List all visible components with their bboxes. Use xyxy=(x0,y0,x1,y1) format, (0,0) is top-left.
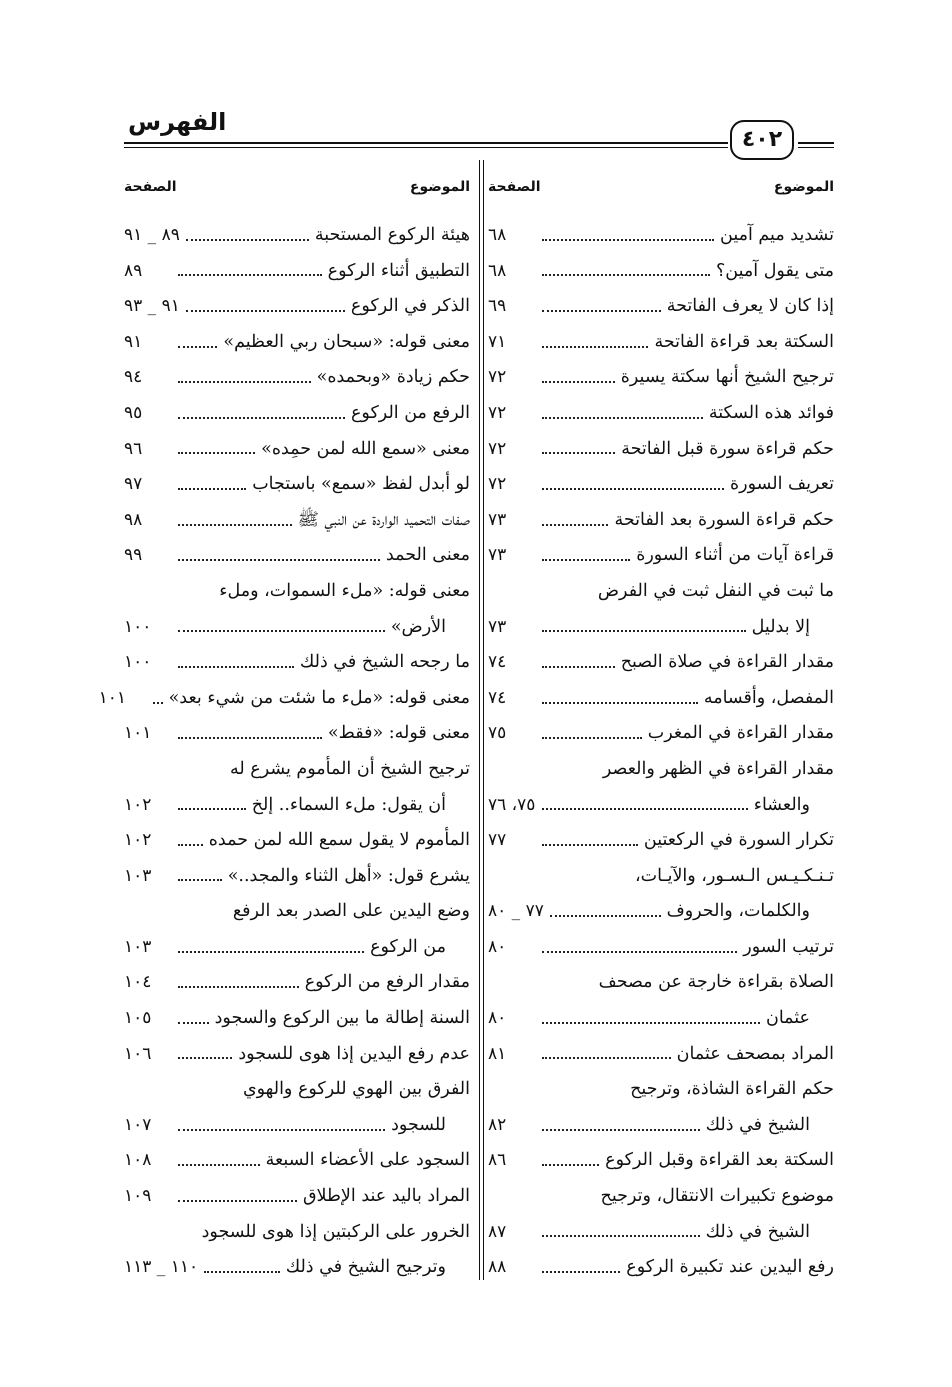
entry-page: ٧٤ xyxy=(488,652,507,673)
leader-dots xyxy=(178,737,322,739)
entry-page: ٨٦ xyxy=(488,1150,507,1171)
entry-page: ٨٠ xyxy=(488,1008,507,1029)
entry-subject: السكتة بعد القراءة وقبل الركوع xyxy=(605,1150,834,1171)
entry-subject: معنى قوله: «ملء السموات، وملء xyxy=(219,580,470,601)
index-entry xyxy=(488,894,834,930)
entry-subject: الرفع من الركوع xyxy=(350,402,470,423)
index-entry xyxy=(488,1037,834,1073)
leader-dots xyxy=(542,559,630,561)
index-entry xyxy=(124,289,470,325)
entry-page: ٩١ xyxy=(124,331,143,352)
entry-page: ٧١ xyxy=(488,331,507,352)
leader-dots xyxy=(178,274,322,276)
entry-subject: تشديد ميم آمين xyxy=(720,225,834,245)
entry-subject: صفات التحميد الواردة عن النبي ﷺ xyxy=(297,509,470,530)
entry-page: ١٠١ xyxy=(98,687,126,708)
entry-subject: السنة إطالة ما بين الركوع والسجود xyxy=(214,1008,470,1029)
leader-dots xyxy=(178,1164,260,1166)
entry-subject: وضع اليدين على الصدر بعد الرفع xyxy=(232,901,470,922)
entry-page: ١٠٠ xyxy=(124,652,152,673)
entry-page: ٦٨ xyxy=(488,225,507,245)
entry-subject: ترجيح الشيخ أنها سكتة يسيرة xyxy=(620,367,834,388)
entry-subject: والعشاء xyxy=(753,794,810,815)
leader-dots xyxy=(178,879,222,881)
index-entry xyxy=(124,538,470,574)
entry-page: ٧٢ xyxy=(488,402,507,423)
entry-subject: مقدار القراءة في الظهر والعصر xyxy=(602,758,834,779)
leader-dots xyxy=(542,381,615,383)
leader-dots xyxy=(542,630,746,632)
index-entry xyxy=(488,467,834,503)
leader-dots xyxy=(542,844,638,846)
leader-dots xyxy=(178,666,294,668)
entry-page: ٧٥ xyxy=(488,723,507,744)
index-entry xyxy=(488,1001,834,1037)
index-entry xyxy=(124,716,470,752)
index-entry xyxy=(124,610,470,646)
index-entry xyxy=(488,574,834,610)
index-entry xyxy=(124,432,470,468)
subject-heading: الموضوع xyxy=(773,179,834,195)
leader-dots xyxy=(542,310,661,312)
entry-page: ١٠٩ xyxy=(124,1186,152,1207)
index-entry xyxy=(124,859,470,895)
entry-subject: السكتة بعد قراءة الفاتحة xyxy=(654,331,834,352)
entry-page: ١٠٥ xyxy=(124,1008,152,1029)
entry-subject: المفصل، وأقسامه xyxy=(703,687,834,708)
leader-dots xyxy=(178,452,255,454)
entry-subject: معنى قوله: «سبحان ربي العظيم» xyxy=(223,331,470,352)
index-entry xyxy=(124,965,470,1001)
index-entry xyxy=(124,1037,470,1073)
entry-subject: تعريف السورة xyxy=(730,474,834,495)
leader-dots xyxy=(542,346,648,348)
entry-subject: هيئة الركوع المستحبة xyxy=(314,225,470,245)
entry-subject: حكم قراءة سورة قبل الفاتحة xyxy=(621,438,834,459)
index-entry xyxy=(124,823,470,859)
leader-dots xyxy=(178,808,246,810)
index-entry xyxy=(124,1108,470,1144)
page-number: ٤٠٢ xyxy=(730,120,794,160)
entry-subject: المراد باليد عند الإطلاق xyxy=(302,1186,470,1207)
index-entry xyxy=(488,325,834,361)
entry-page: ٩٨ xyxy=(124,509,143,530)
entry-subject: الشيخ في ذلك xyxy=(705,1114,810,1135)
entry-subject: الشيخ في ذلك xyxy=(705,1221,810,1242)
leader-dots xyxy=(550,915,661,917)
entry-page: ٧٢ xyxy=(488,474,507,495)
entry-subject: المراد بمصحف عثمان xyxy=(676,1043,834,1064)
entry-subject: المأموم لا يقول سمع الله لمن حمده xyxy=(208,830,470,851)
entry-subject: متى يقول آمين؟ xyxy=(716,260,834,281)
entry-page: ٧٥، ٧٦ xyxy=(488,794,536,815)
leader-dots xyxy=(542,1022,760,1024)
leader-dots xyxy=(178,346,217,348)
entry-page: ٩٩ xyxy=(124,545,143,566)
leader-dots xyxy=(542,702,698,704)
page-heading: الصفحة xyxy=(488,179,541,195)
entry-page: ٧٣ xyxy=(488,616,507,637)
entry-subject: إذا كان لا يعرف الفاتحة xyxy=(666,296,834,317)
entry-subject: قراءة آيات من أثناء السورة xyxy=(636,545,834,566)
entry-page: ٧٧ _ ٨٠ xyxy=(488,901,544,922)
index-entry xyxy=(124,788,470,824)
index-entry xyxy=(124,1250,470,1286)
leader-dots xyxy=(178,381,311,383)
index-entry xyxy=(124,503,470,539)
index-entry xyxy=(124,930,470,966)
leader-dots xyxy=(204,1271,280,1273)
index-entry xyxy=(488,823,834,859)
leader-dots xyxy=(542,274,710,276)
entry-subject: إلا بدليل xyxy=(751,616,810,637)
index-entry xyxy=(124,325,470,361)
entry-page: ٩١ _ ٩٣ xyxy=(124,296,180,317)
entry-subject: معنى قوله: «فقط» xyxy=(327,723,470,744)
leader-dots xyxy=(186,239,309,241)
leader-dots xyxy=(178,1057,232,1059)
entry-page: ٧٣ xyxy=(488,509,507,530)
index-entry xyxy=(124,1179,470,1215)
entry-page: ٧٣ xyxy=(488,545,507,566)
index-entry xyxy=(98,681,470,717)
index-entry xyxy=(124,1001,470,1037)
leader-dots xyxy=(178,951,364,953)
entry-page: ٩٤ xyxy=(124,367,143,388)
index-entry xyxy=(488,610,834,646)
header-rule xyxy=(124,142,728,144)
index-entry xyxy=(124,218,470,254)
leader-dots xyxy=(178,1129,385,1131)
index-entry xyxy=(488,965,834,1001)
leader-dots xyxy=(542,1164,599,1166)
leader-dots xyxy=(178,844,203,846)
index-entry xyxy=(488,1108,834,1144)
index-entry xyxy=(124,1143,470,1179)
entry-subject: الفرق بين الهوي للركوع والهوي xyxy=(242,1079,470,1100)
leader-dots xyxy=(178,488,246,490)
entry-subject: تكرار السورة في الركعتين xyxy=(643,830,834,851)
leader-dots xyxy=(542,452,615,454)
entry-page: ٩٥ xyxy=(124,402,143,423)
entry-page: ٨٩ xyxy=(124,260,143,281)
entry-subject: معنى الحمد xyxy=(385,545,470,566)
entry-subject: السجود على الأعضاء السبعة xyxy=(265,1150,470,1171)
index-entry xyxy=(488,289,834,325)
entry-subject: الأرض» xyxy=(390,616,446,637)
index-entry xyxy=(488,1143,834,1179)
index-entry xyxy=(124,1072,470,1108)
entry-page: ٨٠ xyxy=(488,936,507,957)
entry-page: ٨١ xyxy=(488,1043,507,1064)
entry-page: ١٠٢ xyxy=(124,830,152,851)
right-entry-list xyxy=(488,218,834,1286)
leader-dots xyxy=(542,1057,671,1059)
column-divider-inner xyxy=(483,160,484,1280)
entry-subject: ترجيح الشيخ أن المأموم يشرع له xyxy=(229,758,470,779)
index-entry xyxy=(124,254,470,290)
entry-subject: رفع اليدين عند تكبيرة الركوع xyxy=(626,1257,834,1278)
index-entry xyxy=(488,1179,834,1215)
index-entry xyxy=(488,254,834,290)
leader-dots xyxy=(542,1129,700,1131)
entry-subject: معنى قوله: «ملء ما شئت من شيء بعد» xyxy=(168,687,470,708)
entry-page: ٨٧ xyxy=(488,1221,507,1242)
entry-subject: التطبيق أثناء الركوع xyxy=(327,260,470,281)
index-entry xyxy=(488,859,834,895)
entry-subject: معنى «سمع الله لمن حمِده» xyxy=(261,438,470,459)
index-entry xyxy=(124,752,470,788)
leader-dots xyxy=(153,702,163,704)
header-rule-short xyxy=(798,142,834,144)
entry-subject: حكم القراءة الشاذة، وترجيح xyxy=(630,1079,834,1100)
entry-page: ١٠١ xyxy=(124,723,152,744)
entry-subject: ترتيب السور xyxy=(743,936,834,957)
entry-subject: ما ثبت في النفل ثبت في الفرض xyxy=(597,580,834,601)
entry-subject: من الركوع xyxy=(370,936,446,957)
entry-page: ٨٨ xyxy=(488,1257,507,1278)
column-divider xyxy=(479,160,480,1280)
leader-dots xyxy=(542,1235,700,1237)
entry-subject: للسجود xyxy=(391,1114,446,1135)
index-entry xyxy=(488,218,834,254)
entry-page: ٨٩ _ ٩١ xyxy=(124,225,180,245)
index-entry xyxy=(124,574,470,610)
entry-subject: فوائد هذه السكتة xyxy=(708,402,834,423)
entry-page: ٨٢ xyxy=(488,1114,507,1135)
entry-page: ٩٧ xyxy=(124,474,143,495)
leader-dots xyxy=(542,951,737,953)
index-entry xyxy=(488,432,834,468)
entry-subject: وترجيح الشيخ في ذلك xyxy=(285,1257,446,1278)
entry-subject: مقدار الرفع من الركوع xyxy=(304,972,470,993)
leader-dots xyxy=(178,559,380,561)
entry-page: ٦٨ xyxy=(488,260,507,281)
leader-dots xyxy=(542,808,748,810)
right-column xyxy=(488,170,834,1286)
subject-heading: الموضوع xyxy=(409,179,470,195)
entry-subject: ما رجحه الشيخ في ذلك xyxy=(299,652,470,673)
entry-subject: يشرع قول: «أهل الثناء والمجد..» xyxy=(227,865,470,886)
leader-dots xyxy=(542,666,615,668)
index-entry xyxy=(488,645,834,681)
leader-dots xyxy=(178,1200,297,1202)
entry-subject: تـنـكـيـس الـسـور، والآيـات، xyxy=(635,865,834,886)
entry-page: ١٠٦ xyxy=(124,1043,152,1064)
leader-dots xyxy=(542,1271,620,1273)
leader-dots xyxy=(178,630,385,632)
leader-dots xyxy=(178,986,299,988)
entry-page: ٧٢ xyxy=(488,367,507,388)
entry-subject: عثمان xyxy=(765,1008,810,1029)
entry-subject: لو أبدل لفظ «سمع» باستجاب xyxy=(252,474,470,495)
index-entry xyxy=(124,1215,470,1251)
leader-dots xyxy=(542,239,714,241)
index-entry xyxy=(488,752,834,788)
left-column xyxy=(98,170,470,1286)
entry-subject: الخرور على الركبتين إذا هوى للسجود xyxy=(201,1221,470,1242)
index-entry xyxy=(488,716,834,752)
index-entry xyxy=(124,360,470,396)
header-rule-thin xyxy=(124,147,728,148)
entry-page: ١٠٤ xyxy=(124,972,152,993)
entry-subject: الذكر في الركوع xyxy=(350,296,470,317)
leader-dots xyxy=(186,310,345,312)
leader-dots xyxy=(178,1022,209,1024)
index-entry xyxy=(488,788,834,824)
index-entry xyxy=(124,645,470,681)
entry-subject: موضوع تكبيرات الانتقال، وترجيح xyxy=(600,1186,834,1207)
entry-subject: الصلاة بقراءة خارجة عن مصحف xyxy=(598,972,834,993)
entry-page: ١٠٣ xyxy=(124,865,152,886)
index-entry xyxy=(488,1250,834,1286)
entry-page: ١٠٢ xyxy=(124,794,152,815)
index-entry xyxy=(488,930,834,966)
index-entry xyxy=(488,681,834,717)
entry-page: ١٠٠ xyxy=(124,616,152,637)
left-column-header xyxy=(124,170,470,204)
entry-page: ١٠٧ xyxy=(124,1114,152,1135)
entry-subject: أن يقول: ملء السماء.. إلخ xyxy=(251,794,446,815)
index-entry xyxy=(488,396,834,432)
entry-page: ٧٧ xyxy=(488,830,507,851)
leader-dots xyxy=(178,524,292,526)
entry-page: ٧٤ xyxy=(488,687,507,708)
left-entry-list xyxy=(98,218,470,1286)
entry-page: ١١٠ _ ١١٣ xyxy=(124,1257,199,1278)
entry-page: ٩٦ xyxy=(124,438,143,459)
index-entry xyxy=(488,1215,834,1251)
index-entry xyxy=(488,503,834,539)
header-rule-short-thin xyxy=(798,147,834,148)
page-heading: الصفحة xyxy=(124,179,177,195)
index-entry xyxy=(124,467,470,503)
entry-page: ٦٩ xyxy=(488,296,507,317)
leader-dots xyxy=(542,488,724,490)
index-entry xyxy=(124,894,470,930)
index-entry xyxy=(488,538,834,574)
entry-page: ١٠٣ xyxy=(124,936,152,957)
entry-page: ٧٢ xyxy=(488,438,507,459)
entry-page: ١٠٨ xyxy=(124,1150,152,1171)
leader-dots xyxy=(542,417,703,419)
index-entry xyxy=(488,360,834,396)
entry-subject: مقدار القراءة في صلاة الصبح xyxy=(620,652,834,673)
leader-dots xyxy=(542,737,642,739)
right-column-header xyxy=(488,170,834,204)
entry-subject: مقدار القراءة في المغرب xyxy=(647,723,834,744)
entry-subject: عدم رفع اليدين إذا هوى للسجود xyxy=(238,1043,470,1064)
index-entry xyxy=(124,396,470,432)
entry-subject: والكلمات، والحروف xyxy=(666,901,810,922)
leader-dots xyxy=(542,524,608,526)
entry-subject: حكم زيادة «وبحمده» xyxy=(316,367,470,388)
entry-subject: حكم قراءة السورة بعد الفاتحة xyxy=(614,509,834,530)
leader-dots xyxy=(178,417,345,419)
section-title: الفهرس xyxy=(128,108,227,136)
index-entry xyxy=(488,1072,834,1108)
